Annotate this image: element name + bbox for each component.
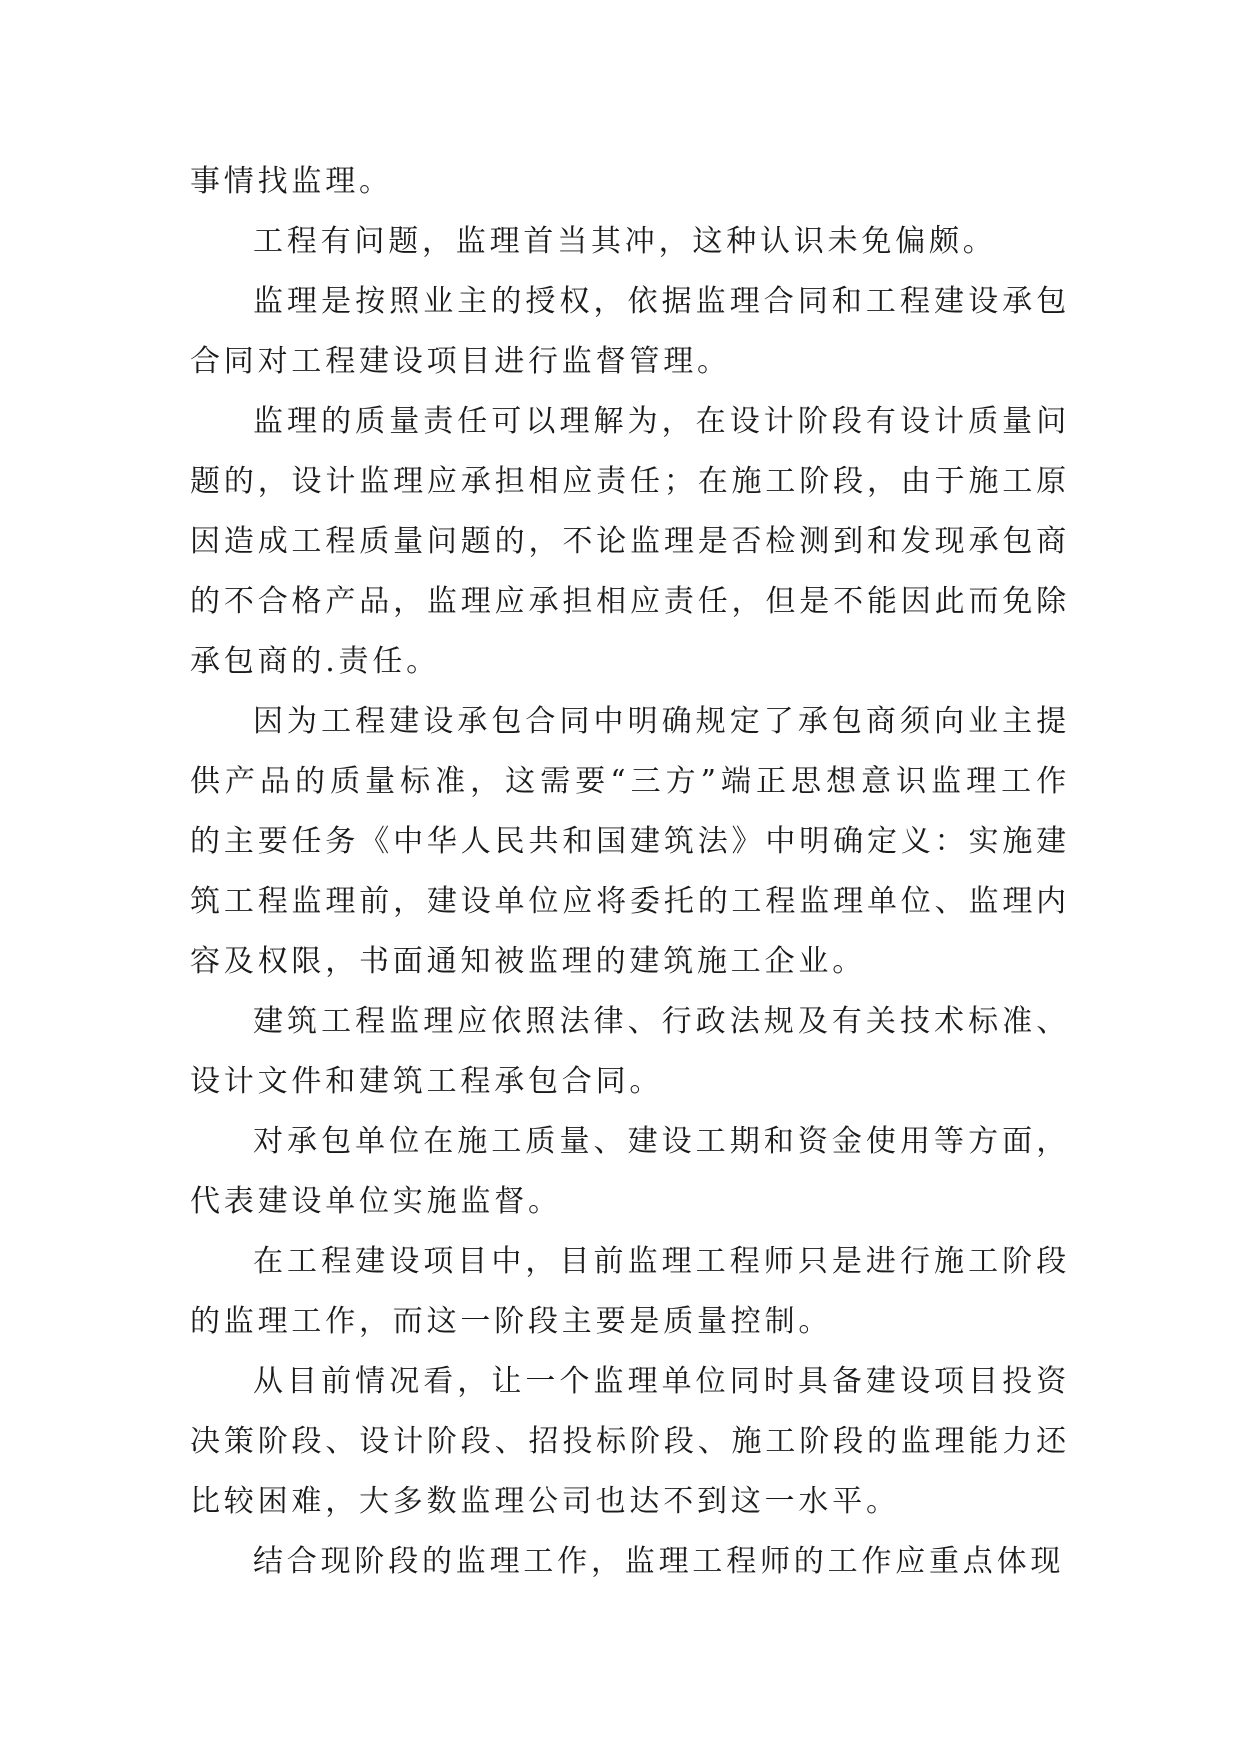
paragraph-9: 从目前情况看，让一个监理单位同时具备建设项目投资决策阶段、设计阶段、招投标阶段、施工阶段的监理能力还比较困难，大多数监理公司也达不到这一水平。 [190,1364,1070,1519]
paragraph-4: 监理的质量责任可以理解为，在设计阶段有设计质量问题的，设计监理应承担相应责任；在施工阶段，由于施工原因造成工程质量问题的，不论监理是否检测到和发现承包商的不合格产品，监理应承担相应责任，但是不能因此而免除承包商的.责任。 [190,404,1070,679]
paragraph-6: 建筑工程监理应依照法律、行政法规及有关技术标准、设计文件和建筑工程承包合同。 [190,1004,1070,1099]
paragraph-10: 结合现阶段的监理工作，监理工程师的工作应重点体现 [253,1544,1065,1579]
paragraph-1: 事情找监理。 [190,164,393,199]
paragraph-3: 监理是按照业主的授权，依据监理合同和工程建设承包合同对工程建设项目进行监督管理。 [190,284,1070,379]
paragraph-2: 工程有问题，监理首当其冲，这种认识未免偏颇。 [253,224,997,259]
paragraph-7: 对承包单位在施工质量、建设工期和资金使用等方面，代表建设单位实施监督。 [190,1124,1070,1219]
paragraph-8: 在工程建设项目中，目前监理工程师只是进行施工阶段的监理工作，而这一阶段主要是质量控制。 [190,1244,1070,1339]
document-body [190,152,1070,1592]
paragraph-5: 因为工程建设承包合同中明确规定了承包商须向业主提供产品的质量标准，这需要“三方”端正思想意识监理工作的主要任务《中华人民共和国建筑法》中明确定义：实施建筑工程监理前，建设单位应将委托的工程监理单位、监理内容及权限，书面通知被监理的建筑施工企业。 [190,704,1070,979]
